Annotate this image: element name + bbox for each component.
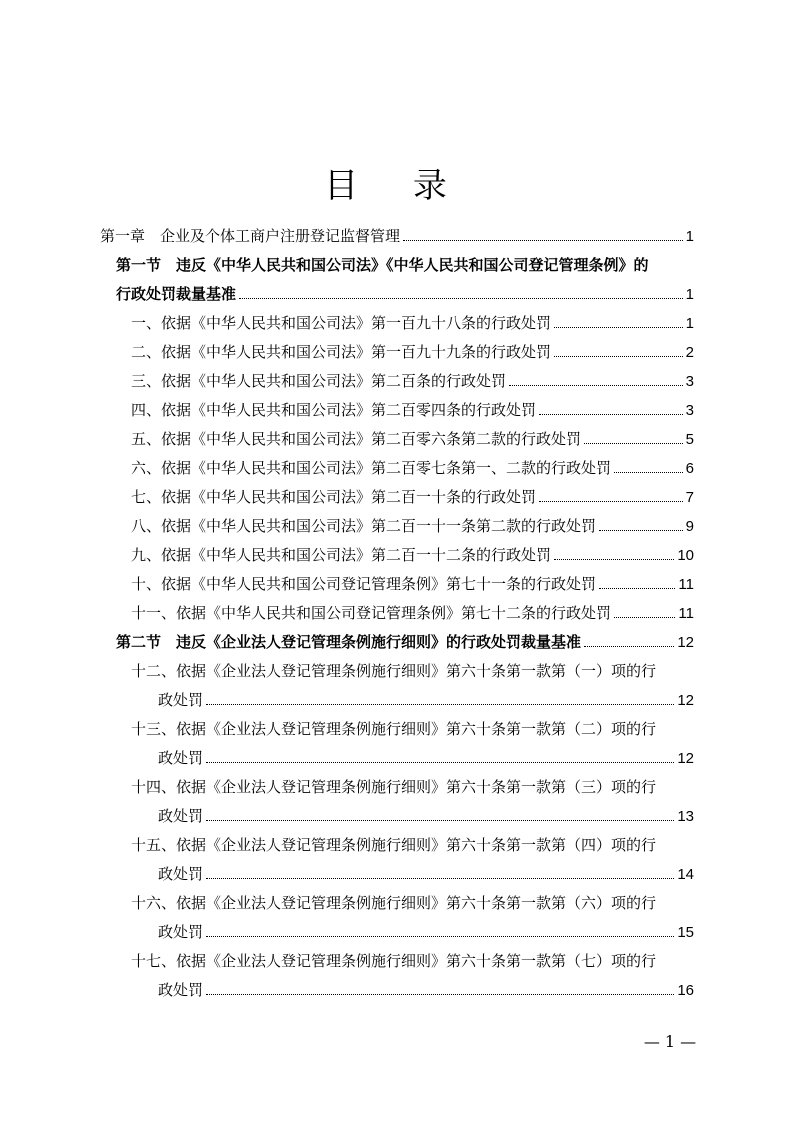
- toc-item[interactable]: [131, 429, 694, 450]
- toc-entry-text: 政处罚: [158, 923, 204, 941]
- toc-entry-text: 一、依据《中华人民共和国公司法》第一百九十八条的行政处罚: [131, 314, 552, 332]
- toc-chapter-1[interactable]: [100, 226, 694, 247]
- toc-item[interactable]: [131, 574, 694, 595]
- toc-page-number: 14: [677, 866, 694, 883]
- leader-dots: [599, 529, 683, 531]
- leader-dots: [206, 761, 674, 763]
- toc-page-number: 9: [685, 518, 694, 535]
- leader-dots: [614, 616, 675, 618]
- toc-entry-text: 三、依据《中华人民共和国公司法》第二百条的行政处罚: [131, 372, 507, 390]
- toc-page-number: 11: [678, 576, 694, 593]
- toc-item[interactable]: [131, 458, 694, 479]
- toc-entry-text: 行政处罚裁量基准: [116, 285, 237, 303]
- toc-item[interactable]: [131, 400, 694, 421]
- toc-section-1-line2[interactable]: [116, 284, 694, 305]
- toc-page-number: 5: [685, 431, 694, 448]
- toc-item-line1[interactable]: 十五、依据《企业法人登记管理条例施行细则》第六十条第一款第（四）项的行: [131, 836, 657, 854]
- toc-page-number: 2: [685, 344, 694, 361]
- leader-dots: [206, 877, 674, 879]
- toc-item[interactable]: [131, 545, 694, 566]
- toc-entry-text: 八、依据《中华人民共和国公司法》第二百一十一条第二款的行政处罚: [131, 517, 597, 535]
- leader-dots: [614, 471, 683, 473]
- toc-section-2[interactable]: [116, 632, 694, 653]
- toc-item-line1[interactable]: 十六、依据《企业法人登记管理条例施行细则》第六十条第一款第（六）项的行: [131, 894, 657, 912]
- leader-dots: [599, 587, 675, 589]
- leader-dots: [403, 239, 683, 241]
- page-footer-number: — 1 —: [643, 1032, 697, 1051]
- toc-item[interactable]: [131, 487, 694, 508]
- leader-dots: [554, 558, 674, 560]
- toc-item[interactable]: [131, 516, 694, 537]
- leader-dots: [206, 935, 674, 937]
- toc-entry-text: 政处罚: [158, 749, 204, 767]
- toc-page-number: 1: [685, 228, 694, 245]
- leader-dots: [509, 384, 683, 386]
- toc-page-number: 12: [677, 750, 694, 767]
- toc-entry-text: 政处罚: [158, 807, 204, 825]
- toc-title: 目 录: [324, 166, 469, 206]
- toc-item-line2[interactable]: [158, 864, 694, 885]
- toc-entry-text: 九、依据《中华人民共和国公司法》第二百一十二条的行政处罚: [131, 546, 552, 564]
- leader-dots: [206, 993, 674, 995]
- toc-item-line1[interactable]: 十二、依据《企业法人登记管理条例施行细则》第六十条第一款第（一）项的行: [131, 662, 657, 680]
- toc-entry-text: 四、依据《中华人民共和国公司法》第二百零四条的行政处罚: [131, 401, 537, 419]
- toc-page-number: 15: [677, 924, 694, 941]
- toc-page-number: 10: [677, 547, 694, 564]
- toc-item-line1[interactable]: 十三、依据《企业法人登记管理条例施行细则》第六十条第一款第（二）项的行: [131, 720, 657, 738]
- leader-dots: [206, 819, 674, 821]
- toc-item-line2[interactable]: [158, 980, 694, 1001]
- toc-item-line2[interactable]: [158, 806, 694, 827]
- toc-item-line1[interactable]: 十四、依据《企业法人登记管理条例施行细则》第六十条第一款第（三）项的行: [131, 778, 657, 796]
- toc-item-line1[interactable]: 十七、依据《企业法人登记管理条例施行细则》第六十条第一款第（七）项的行: [131, 952, 657, 970]
- toc-section-1-line1[interactable]: 第一节 违反《中华人民共和国公司法》《中华人民共和国公司登记管理条例》的: [116, 256, 649, 274]
- toc-page-number: 16: [677, 982, 694, 999]
- leader-dots: [554, 355, 683, 357]
- toc-page-number: 13: [677, 808, 694, 825]
- leader-dots: [584, 442, 683, 444]
- toc-item[interactable]: [131, 342, 694, 363]
- toc-entry-text: 政处罚: [158, 691, 204, 709]
- toc-entry-text: 五、依据《中华人民共和国公司法》第二百零六条第二款的行政处罚: [131, 430, 582, 448]
- toc-item[interactable]: [131, 313, 694, 334]
- leader-dots: [206, 703, 674, 705]
- toc-entry-text: 政处罚: [158, 981, 204, 999]
- toc-entry-text: 六、依据《中华人民共和国公司法》第二百零七条第一、二款的行政处罚: [131, 459, 612, 477]
- toc-entry-text: 七、依据《中华人民共和国公司法》第二百一十条的行政处罚: [131, 488, 537, 506]
- toc-page-number: 3: [685, 373, 694, 390]
- toc-entry-text: 第二节 违反《企业法人登记管理条例施行细则》的行政处罚裁量基准: [116, 633, 582, 651]
- toc-item-line2[interactable]: [158, 690, 694, 711]
- leader-dots: [584, 645, 674, 647]
- toc-page-number: 11: [678, 605, 694, 622]
- toc-page-number: 6: [685, 460, 694, 477]
- toc-item[interactable]: [131, 371, 694, 392]
- toc-entry-text: 十、依据《中华人民共和国公司登记管理条例》第七十一条的行政处罚: [131, 575, 597, 593]
- toc-entry-text: 第一章 企业及个体工商户注册登记监督管理: [100, 227, 401, 245]
- toc-entry-text: 十一、依据《中华人民共和国公司登记管理条例》第七十二条的行政处罚: [131, 604, 612, 622]
- toc-item-line2[interactable]: [158, 922, 694, 943]
- toc-entry-text: 二、依据《中华人民共和国公司法》第一百九十九条的行政处罚: [131, 343, 552, 361]
- toc-page-number: 12: [677, 634, 694, 651]
- toc-item-line2[interactable]: [158, 748, 694, 769]
- toc-item[interactable]: [131, 603, 694, 624]
- leader-dots: [239, 297, 683, 299]
- toc-page-number: 1: [685, 286, 694, 303]
- leader-dots: [554, 326, 683, 328]
- leader-dots: [539, 500, 683, 502]
- toc-page-number: 1: [685, 315, 694, 332]
- toc-entry-text: 政处罚: [158, 865, 204, 883]
- toc-page-number: 7: [685, 489, 694, 506]
- toc-page-number: 3: [685, 402, 694, 419]
- leader-dots: [539, 413, 683, 415]
- toc-page-number: 12: [677, 692, 694, 709]
